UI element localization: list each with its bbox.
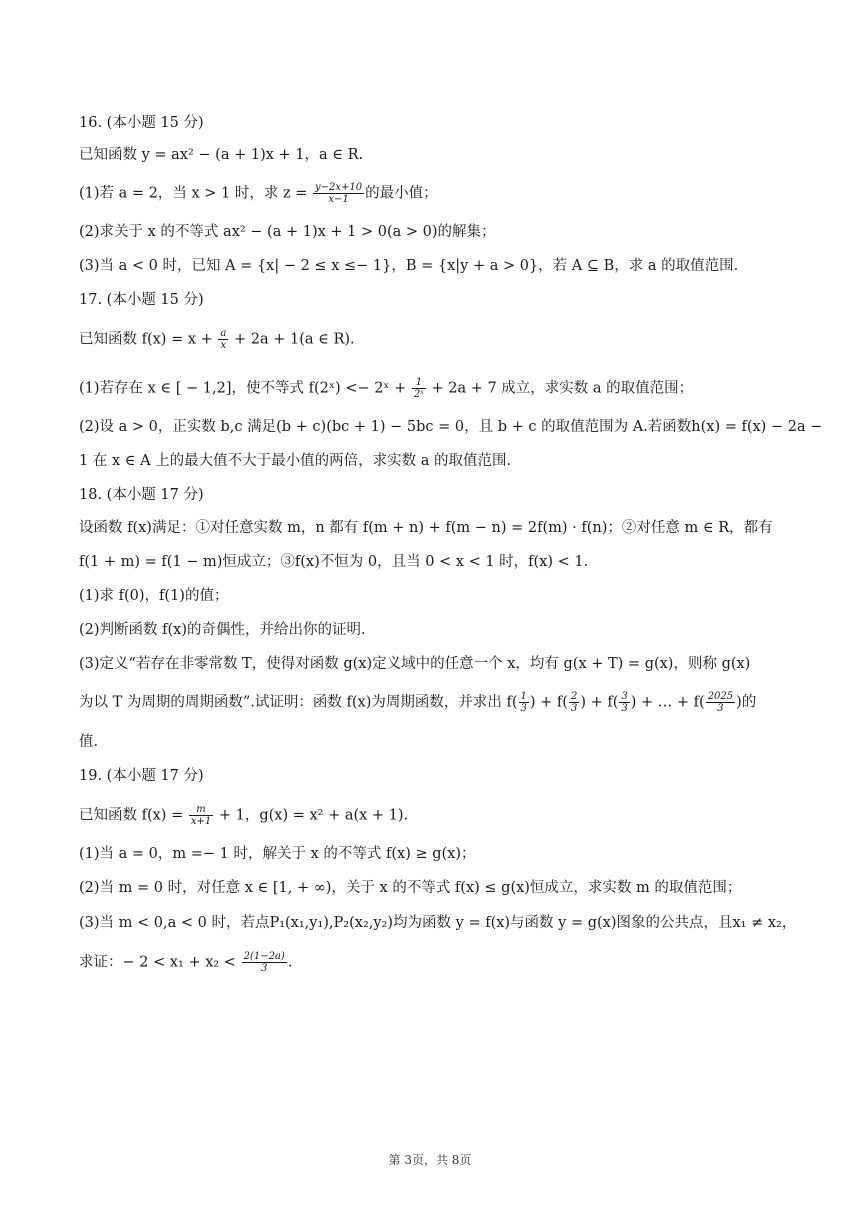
q19-header: 19. (本小题 17 分) (79, 768, 204, 784)
q18-part3-line3: 值. (79, 734, 99, 750)
q18-part3-plus-3: ) + … + f( (630, 694, 705, 711)
q19-stem-text-b: + 1，g(x) = x² + a(x + 1). (218, 807, 409, 824)
q16-part3: (3)当 a < 0 时，已知 A = {x| − 2 ≤ x ≤− 1}，B = {x|y + a > 0}，若 A ⊆ B，求 a 的取值范围. (79, 258, 739, 274)
q16-part1-numerator: y−2x+10 (315, 182, 363, 193)
q18-fraction-2-numerator: 2 (570, 691, 578, 702)
q17-stem (79, 328, 800, 351)
q16-part2: (2)求关于 x 的不等式 ax² − (a + 1)x + 1 > 0(a > 0)的解集； (79, 224, 496, 240)
q17-stem-fraction (218, 328, 228, 351)
q19-part3-line1: (3)当 m < 0,a < 0 时，若点P₁(x₁,y₁),P₂(x₂,y₂)均为函数 y = f(x)与函数 y = g(x)图象的公共点，且x₁ ≠ x₂， (79, 915, 797, 931)
q18-fraction-4 (706, 691, 735, 714)
q19-part3-text-b: . (287, 954, 293, 971)
q18-fraction-3 (619, 691, 629, 714)
q19-part3-line2 (79, 951, 800, 974)
q19-stem-fraction (189, 804, 213, 827)
q17-stem-text-b: + 2a + 1(a ∈ R). (233, 331, 355, 348)
q18-header: 18. (本小题 17 分) (79, 487, 204, 503)
q17-part1 (79, 377, 800, 400)
q16-part1-text-b: 的最小值； (365, 185, 438, 202)
q18-part3-end: )的 (736, 694, 757, 711)
q16-part1-fraction (313, 182, 364, 205)
q18-stem-line1: 设函数 f(x)满足：①对任意实数 m，n 都有 f(m + n) + f(m − n) = 2f(m) · f(n)；②对任意 m ∈ R，都有 (79, 520, 773, 536)
q19-part3-fraction (242, 951, 287, 974)
q18-fraction-3-denominator: 3 (621, 703, 628, 714)
q17-stem-text-a: 已知函数 f(x) = x + (79, 331, 213, 348)
q18-part3-line2 (79, 691, 800, 714)
q18-part2: (2)判断函数 f(x)的奇偶性，并给出你的证明. (79, 622, 366, 638)
q17-part1-text-a: (1)若存在 x ∈ [ − 1,2]，使不等式 f(2ˣ) <− 2ˣ + (79, 380, 407, 397)
q18-fraction-1-denominator: 3 (520, 703, 527, 714)
q18-stem-line2: f(1 + m) = f(1 − m)恒成立；③f(x)不恒为 0，且当 0 < x < 1 时，f(x) < 1. (79, 554, 589, 570)
page-footer: 第 3页，共 8页 (388, 1153, 472, 1167)
q18-fraction-4-numerator: 2025 (707, 691, 734, 702)
q16-header: 16. (本小题 15 分) (79, 115, 204, 131)
q18-fraction-3-numerator: 3 (621, 691, 628, 702)
q19-stem-denominator: x+1 (190, 816, 212, 827)
q17-part1-fraction (412, 377, 426, 400)
q18-fraction-1-numerator: 1 (520, 691, 527, 702)
q18-fraction-4-denominator: 3 (717, 703, 724, 714)
q19-stem-numerator: m (189, 804, 213, 816)
q18-part3-plus-2: ) + f( (580, 694, 619, 711)
q18-part3-plus-1: ) + f( (529, 694, 568, 711)
q16-part1-denominator: x−1 (328, 194, 349, 205)
q19-part2: (2)当 m = 0 时，对任意 x ∈ [1, + ∞)，关于 x 的不等式 f(x) ≤ g(x)恒成立，求实数 m 的取值范围； (79, 880, 742, 896)
q17-stem-denominator: x (220, 340, 227, 351)
q17-part1-numerator: 1 (412, 377, 426, 389)
q18-part3-line1: (3)定义“若存在非零常数 T，使得对函数 g(x)定义域中的任意一个 x，均有 g(x + T) = g(x)，则称 g(x) (79, 656, 751, 672)
q19-stem (79, 804, 800, 827)
q16-stem: 已知函数 y = ax² − (a + 1)x + 1，a ∈ R. (79, 147, 364, 163)
q19-part3-numerator: 2(1−2a) (243, 951, 285, 962)
q16-part1-text-a: (1)若 a = 2，当 x > 1 时，求 z = (79, 185, 308, 202)
q17-header: 17. (本小题 15 分) (79, 292, 204, 308)
q17-part1-text-b: + 2a + 7 成立，求实数 a 的取值范围； (431, 380, 694, 397)
q18-part3-text-a: 为以 T 为周期的周期函数”.试证明：函数 f(x)为周期函数，并求出 f( (79, 694, 518, 711)
q19-part3-text-a: 求证：− 2 < x₁ + x₂ < (79, 954, 236, 971)
q18-fraction-2 (569, 691, 579, 714)
q16-part1 (79, 182, 800, 205)
q17-part2-line2: 1 在 x ∈ A 上的最大值不大于最小值的两倍，求实数 a 的取值范围. (79, 453, 512, 469)
q19-part1: (1)当 a = 0，m =− 1 时，解关于 x 的不等式 f(x) ≥ g(x)； (79, 846, 476, 862)
q17-part1-denominator: 2ˣ (413, 389, 424, 400)
q17-part2-line1: (2)设 a > 0，正实数 b,c 满足(b + c)(bc + 1) − 5bc = 0，且 b + c 的取值范围为 A.若函数h(x) = f(x) − 2a − (79, 419, 823, 435)
q18-fraction-2-denominator: 3 (570, 703, 578, 714)
q18-part1: (1)求 f(0)，f(1)的值； (79, 588, 229, 604)
q17-stem-numerator: a (220, 328, 227, 339)
q19-stem-text-a: 已知函数 f(x) = (79, 807, 184, 824)
q19-part3-denominator: 3 (261, 963, 268, 974)
q18-fraction-1 (519, 691, 529, 714)
